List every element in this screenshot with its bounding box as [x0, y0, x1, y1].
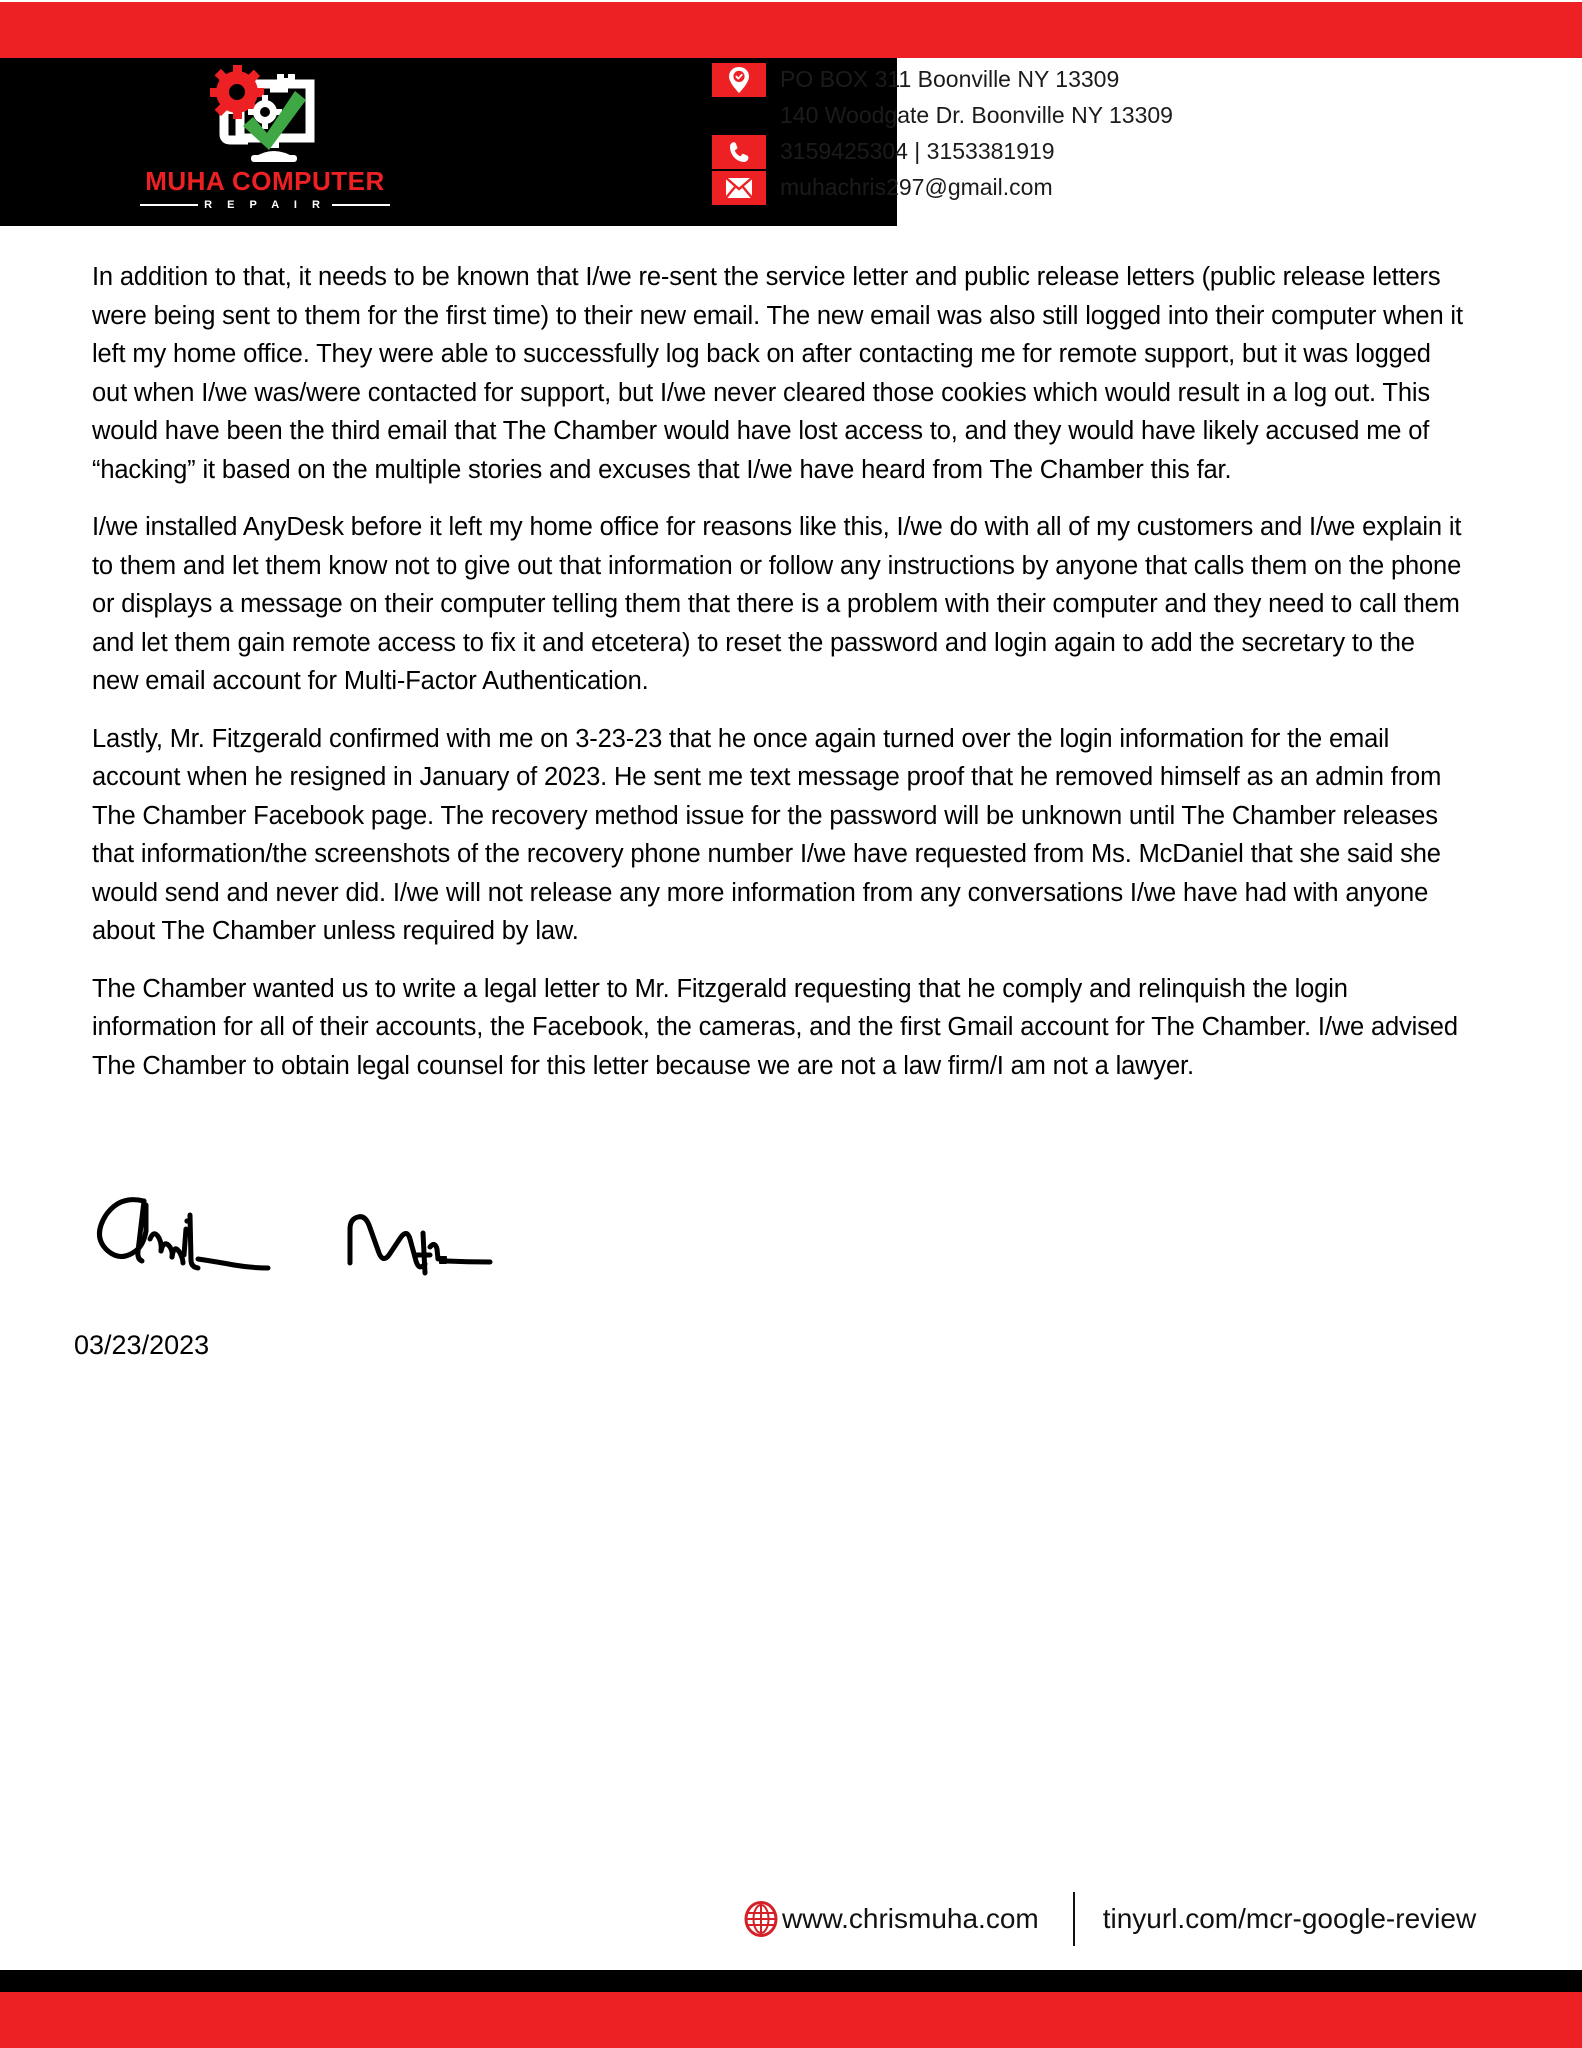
- contact-row-address-1: [712, 62, 1272, 98]
- contact-address-line-2: 140 Woodgate Dr. Boonville NY 13309: [780, 102, 1173, 129]
- logo-mark-icon: [120, 62, 410, 166]
- contact-row-address-2: [712, 98, 1272, 134]
- logo-rule-left: [140, 204, 198, 206]
- contact-email: muhachris297@gmail.com: [780, 174, 1053, 201]
- contact-phone-numbers: 3159425304 | 3153381919: [780, 138, 1055, 165]
- envelope-icon: [712, 171, 766, 205]
- contact-row-phone: [712, 134, 1272, 170]
- footer-red-accent-bar: [0, 1992, 1582, 2048]
- company-logo: [120, 62, 410, 222]
- logo-rule-right: [332, 204, 390, 206]
- location-pin-icon: [712, 63, 766, 97]
- footer-black-accent-bar: [0, 1970, 1582, 1992]
- body-paragraph-1: In addition to that, it needs to be known that I/we re-sent the service letter and public release letters (public release letters were being sent to them for the first time) to their new email. The new email was also still logged into their computer when it left my home office. They were able to successfully log back on after contacting me for remote support, but it was logged out when I/we was/were contacted for support, but I/we never cleared those cookies which would result in a log out. This would have been the third email that The Chamber would have lost access to, and they would have likely accused me of “hacking” it based on the multiple stories and excuses that I/we have heard from The Chamber this far.: [92, 263, 1463, 484]
- body-paragraph-3: Lastly, Mr. Fitzgerald confirmed with me on 3-23-23 that he once again turned over the login information for the email account when he resigned in January of 2023. He sent me text message proof that he removed himself as an admin from The Chamber Facebook page. The recovery method issue for the password will be unknown until The Chamber releases that information/the screenshots of the recovery phone number I/we have requested from Ms. McDaniel that she said she would send and never did. I/we will not release any more information from any conversations I/we have had with anyone about The Chamber unless required by law.: [92, 724, 1442, 945]
- contact-row-email: [712, 170, 1272, 206]
- body-paragraph-2: I/we installed AnyDesk before it left my home office for reasons like this, I/we do with all of my customers and I/we explain it to them and let them know not to give out that information or follow any instructions by anyone that calls them on the phone or displays a message on their computer telling them that there is a problem with their computer and they need to call them and let them gain remote access to fix it and etcetera) to reset the password and login again to add the secretary to the new email account for Multi-Factor Authentication.: [92, 513, 1462, 695]
- phone-icon: [712, 135, 766, 169]
- contact-icon-placeholder: [712, 99, 766, 133]
- logo-company-name: MUHA COMPUTER: [145, 166, 385, 196]
- contact-info-block: [712, 62, 1272, 206]
- footer-website-link[interactable]: www.chrismuha.com: [782, 1903, 1039, 1934]
- logo-subtitle-wrap: [120, 199, 410, 211]
- logo-company-subtitle: R E P A I R: [204, 199, 326, 211]
- globe-icon: [744, 1901, 778, 1937]
- signature-image: [78, 1185, 598, 1305]
- signature-date: 03/23/2023: [74, 1330, 210, 1360]
- letterhead: [0, 0, 1582, 228]
- header-red-accent-bar: [0, 2, 1582, 58]
- body-paragraph-4: The Chamber wanted us to write a legal letter to Mr. Fitzgerald requesting that he comply and relinquish the login information for all of their accounts, the Facebook, the cameras, and the first Gmail account for The Chamber. I/we advised The Chamber to obtain legal counsel for this letter because we are not a law firm/I am not a lawyer.: [92, 974, 1458, 1080]
- footer-divider: [1073, 1892, 1075, 1946]
- contact-address-line-1: PO BOX 311 Boonville NY 13309: [780, 66, 1120, 93]
- footer: [0, 1888, 1582, 2048]
- footer-review-link[interactable]: tinyurl.com/mcr-google-review: [1102, 1903, 1477, 1934]
- footer-links: [744, 1888, 1476, 1950]
- letter-body: [92, 258, 1464, 1104]
